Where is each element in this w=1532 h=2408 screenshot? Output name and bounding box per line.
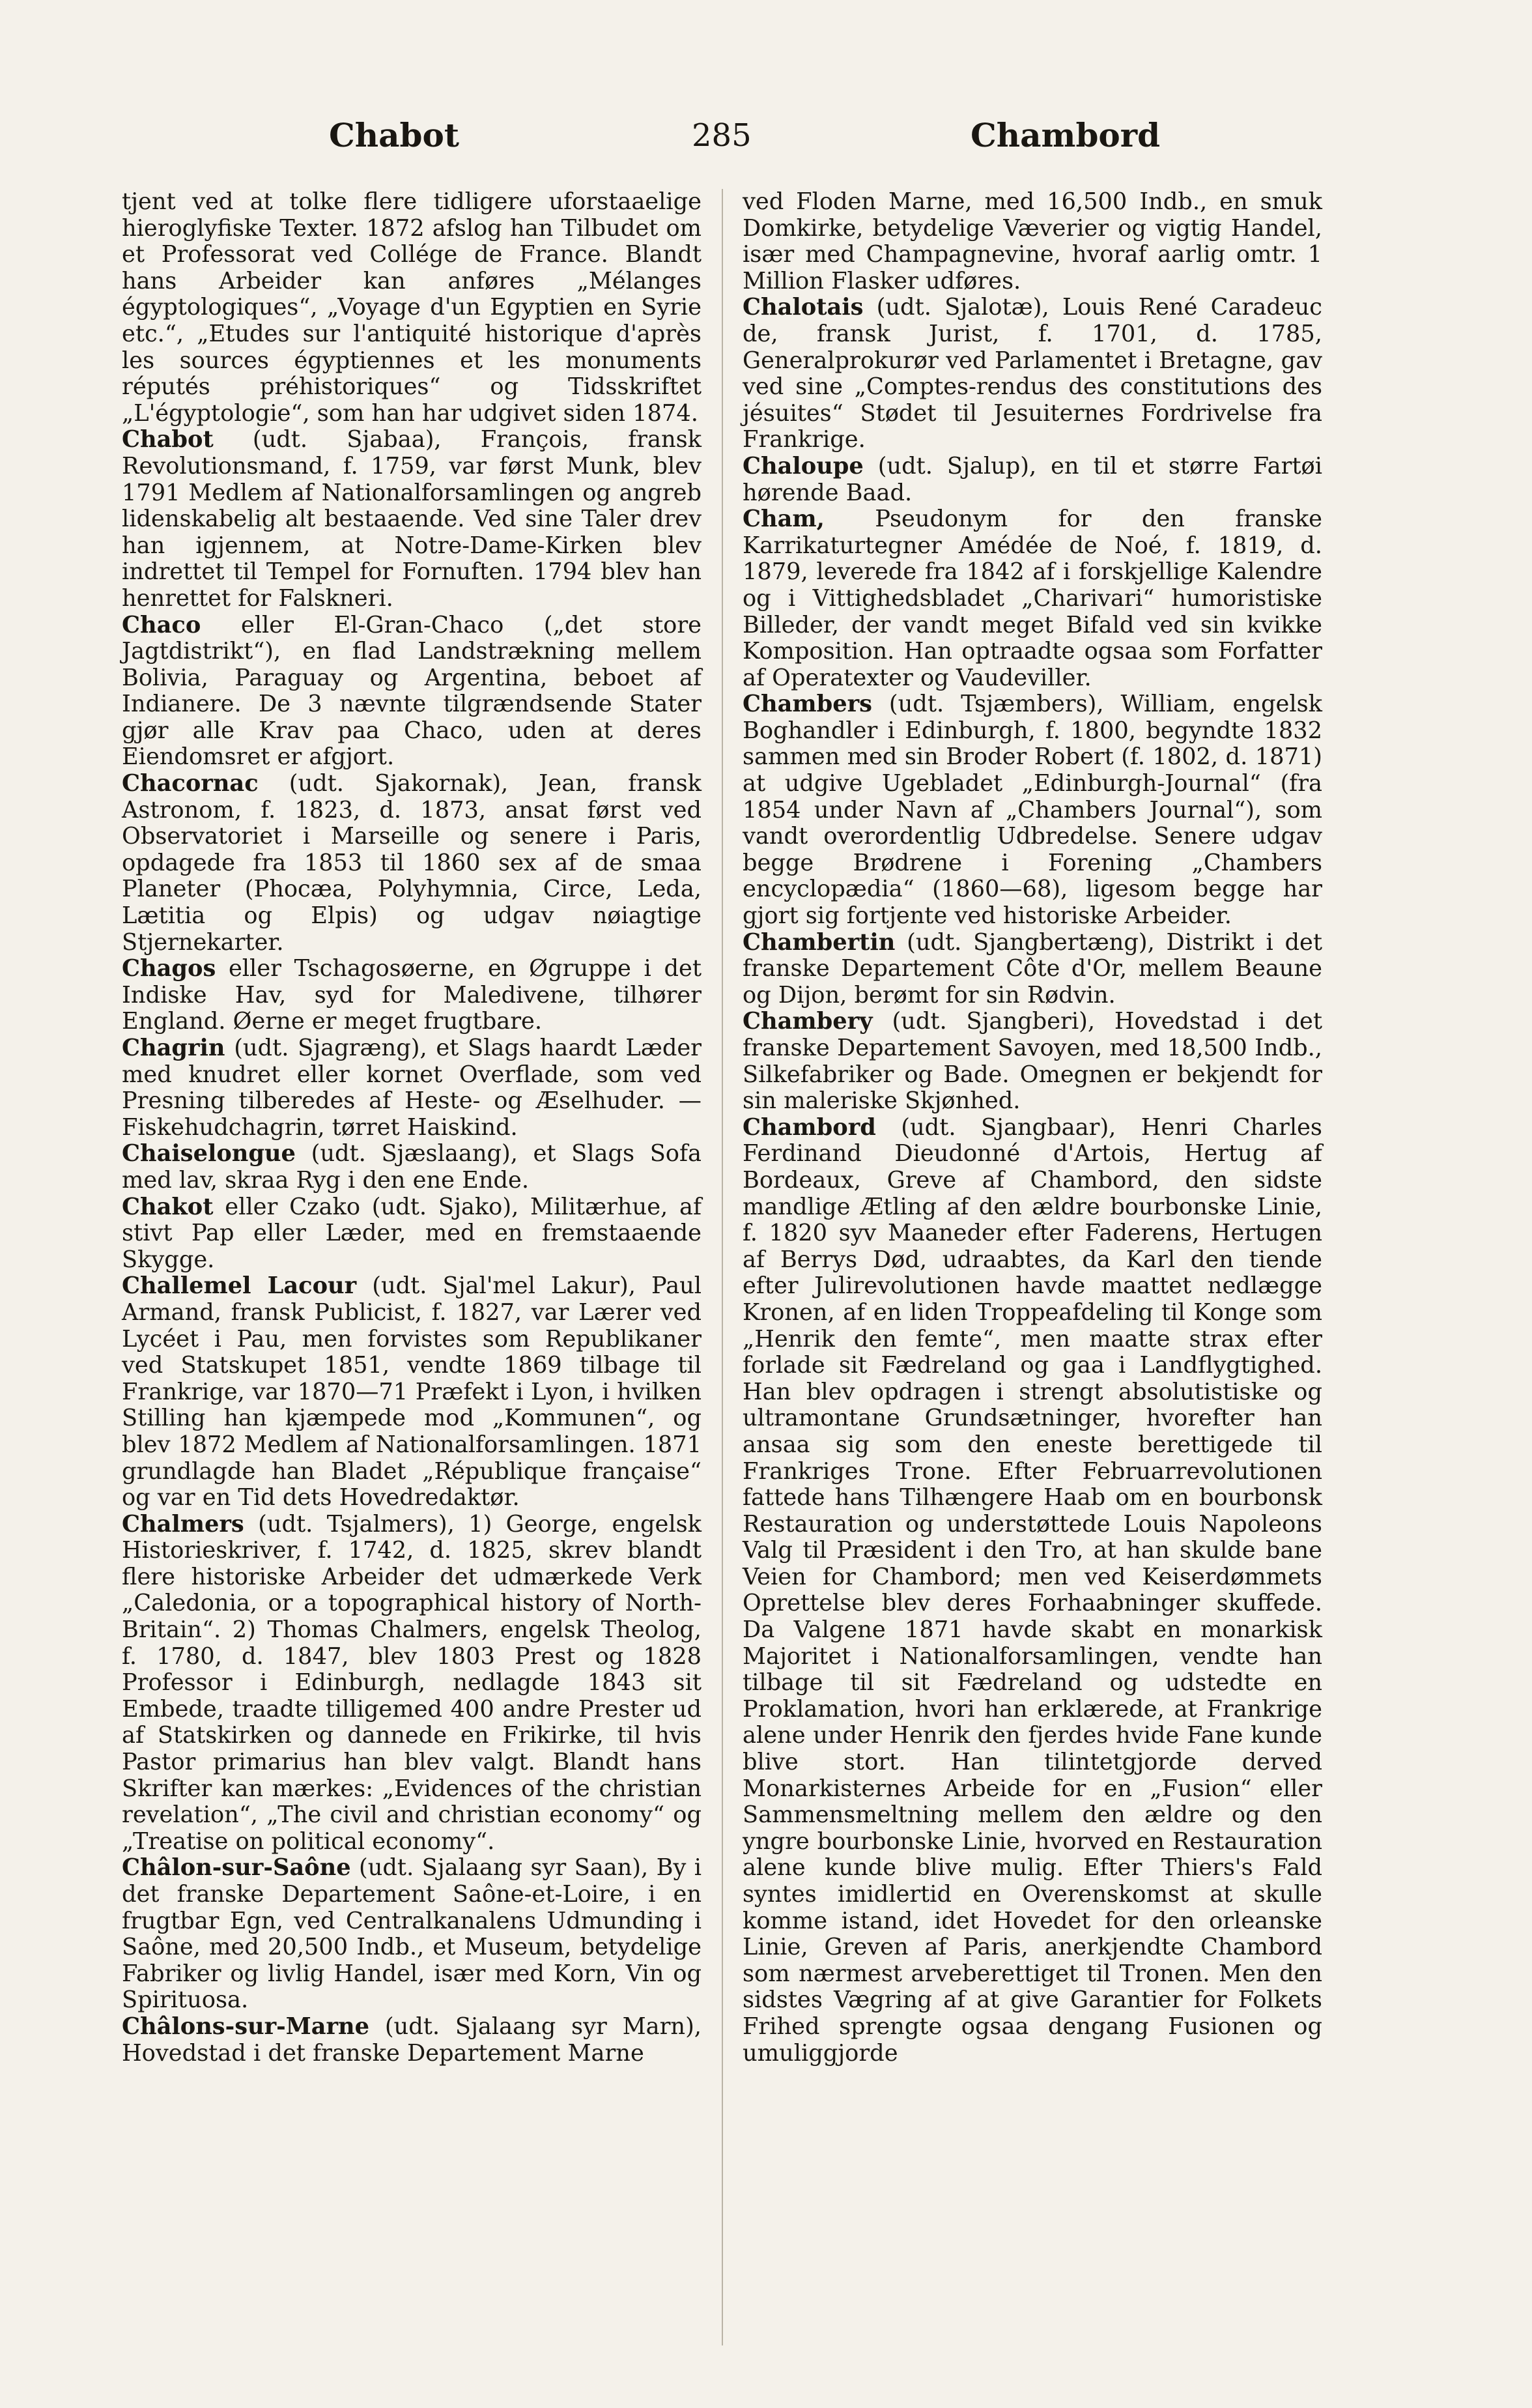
dictionary-entry [743, 1009, 1322, 1114]
dictionary-entry [743, 506, 1322, 691]
entry-headword: Chambers [743, 691, 872, 718]
entry-text: (udt. Sjal'mel Lakur), Paul Armand, fransk Publicist, f. 1827, var Lærer ved Lycéet i Pau, men forvistes som Republikaner ved Statskupet 1851, vendte 1869 tilbage til Frankrige, var 1870—71 Præfekt i Lyon, i hvilken Stilling han kjæmpede mod „Kommunen“, og blev 1872 Medlem af Nationalforsamlingen. 1871 grundlagde han Bladet „République française“ og var en Tid dets Hovedredaktør. [122, 1272, 702, 1512]
entry-headword: Chaco [122, 611, 201, 638]
page-number: 285 [692, 117, 752, 154]
entry-headword: Chambord [743, 1113, 876, 1141]
header-left-word: Chabot [329, 116, 459, 154]
entry-text: (udt. Sjæslaang), et Slags Sofa med lav, skraa Ryg i den ene Ende. [122, 1140, 702, 1194]
entry-text: eller Tschagosøerne, en Øgruppe i det Indiske Hav, syd for Maledivene, tilhører England. Øerne er meget frugtbare. [122, 955, 702, 1035]
entry-text: (udt. Sjangberi), Hovedstad i det franske Departement Savoyen, med 18,500 Indb., Silkefabriker og Bade. Omegnen er bekjendt for sin maleriske Skjønhed. [743, 1008, 1323, 1115]
dictionary-entry [743, 1115, 1322, 2067]
dictionary-entry [122, 1194, 702, 1274]
entry-text: eller El-Gran-Chaco („det store Jagtdistrikt“), en flad Landstrækning mellem Bolivia, Paraguay og Argentina, beboet af Indianere. De 3 nævnte tilgrændsende Stater gjør alle Krav paa Chaco, uden at deres Eiendomsret er afgjort. [122, 611, 702, 771]
entry-text: (udt. Tsjæmbers), William, engelsk Boghandler i Edinburgh, f. 1800, begyndte 1832 sammen med sin Broder Robert (f. 1802, d. 1871) at udgive Ugebladet „Edinburgh-Journal“ (fra 1854 under Navn af „Chambers Journal“), som vandt overordentlig Udbredelse. Senere udgav begge Brødrene i Forening „Chambers encyclopædia“ (1860—68), ligesom begge har gjort sig fortjente ved historiske Arbeider. [743, 691, 1322, 930]
dictionary-entry [122, 2014, 702, 2067]
entry-text: (udt. Sjalaang syr Saan), By i det franske Departement Saône-et-Loire, i en frugtbar Egn, ved Centralkanalens Udmunding i Saône, med 20,500 Indb., et Museum, betydelige Fabriker og livlig Handel, især med Korn, Vin og Spirituosa. [122, 1854, 702, 2014]
entry-headword: Chalmers [122, 1510, 244, 1538]
dictionary-entry [122, 1855, 702, 2014]
entry-headword: Chacornac [122, 770, 259, 797]
entry-headword: Chambery [743, 1008, 873, 1035]
entry-headword: Chambertin [743, 928, 896, 956]
entry-text: Pseudonym for den franske Karrikaturtegner Amédée de Noé, f. 1819, d. 1879, leverede fra 1842 af i forskjellige Kalendre og i Vittighedsbladet „Charivari“ humoristiske Billeder, der vandt meget Bifald ved sin kvikke Komposition. Han optraadte ogsaa som Forfatter af Operatexter og Vaudeviller. [743, 506, 1322, 691]
entry-text: (udt. Sjangbaar), Henri Charles Ferdinand Dieudonné d'Artois, Hertug af Bordeaux, Greve af Chambord, den sidste mandlige Ætling af den ældre bourbonske Linie, f. 1820 syv Maaneder efter Faderens, Hertugen af Berrys Død, udraabtes, da Karl den tiende efter Julirevolutionen havde maattet nedlægge Kronen, af en liden Troppeafdeling til Konge som „Henrik den femte“, men maatte strax efter forlade sit Fædreland og gaa i Landflygtighed. Han blev opdragen i strengt absolutistiske og ultramontane Grundsætninger, hvorefter han ansaa sig som den eneste berettigede til Frankriges Trone. Efter Februarrevolutionen fattede hans Tilhængere Haab om en bourbonsk Restauration og understøttede Louis Napoleons Valg til Præsident i den Tro, at han skulde bane Veien for Chambord; men ved Keiserdømmets Oprettelse blev deres Forhaabninger skuffede. Da Valgene 1871 havde skabt en monarkisk Majoritet i Nationalforsamlingen, vendte han tilbage til sit Fædreland og udstedte en Proklamation, hvori han erklærede, at Frankrige alene under Henrik den fjerdes hvide Fane kunde blive stort. Han tilintetgjorde derved Monarkisternes Arbeide for en „Fusion“ eller Sammensmeltning mellem den ældre og den yngre bourbonske Linie, hvorved en Restauration alene kunde blive mulig. Efter Thiers's Fald syntes imidlertid en Overenskomst at skulle komme istand, idet Hovedet for den orleanske Linie, Greven af Paris, anerkjendte Chambord som nærmest arveberettiget til Tronen. Men den sidstes Vægring af at give Garantier for Folkets Frihed sprengte ogsaa dengang Fusionen og umuliggjorde [743, 1113, 1322, 2067]
entry-text: (udt. Sjalotæ), Louis René Caradeuc de, fransk Jurist, f. 1701, d. 1785, Generalprokurør ved Parlamentet i Bretagne, gav ved sine „Comptes-rendus des constitutions des jésuites“ Stødet til Jesuiternes Fordrivelse fra Frankrige. [743, 294, 1322, 453]
entry-text: (udt. Sjangbertæng), Distrikt i det franske Departement Côte d'Or, mellem Beaune og Dijon, berømt for sin Rødvin. [743, 928, 1323, 1009]
dictionary-entry [743, 930, 1322, 1009]
entry-text: eller Czako (udt. Sjako), Militærhue, af stivt Pap eller Læder, med en fremstaaende Skygge. [122, 1193, 702, 1273]
dictionary-entry [122, 771, 702, 956]
entry-headword: Chaiselongue [122, 1140, 296, 1168]
entry-headword: Chalotais [743, 294, 864, 321]
running-header [0, 109, 1532, 162]
dictionary-entry [122, 612, 702, 771]
entry-headword: Chagrin [122, 1035, 225, 1061]
dictionary-entry [743, 294, 1322, 453]
left-column [122, 189, 702, 2067]
entry-headword: Chaloupe [743, 452, 864, 480]
entry-text: (udt. Sjakornak), Jean, fransk Astronom, f. 1823, d. 1873, ansat først ved Observatoriet i Marseille og senere i Paris, opdagede fra 1853 til 1860 sex af de smaa Planeter (Phocæa, Polyhymnia, Circe, Leda, Lætitia og Elpis) og udgav nøiagtige Stjernekarter. [122, 770, 702, 956]
dictionary-entry [743, 189, 1322, 294]
entry-text: tjent ved at tolke flere tidligere uforstaaelige hieroglyfiske Texter. 1872 afslog han Tilbudet om et Professorat ved Collége de France. Blandt hans Arbeider kan anføres „Mélanges égyptologiques“, „Voyage d'un Egyptien en Syrie etc.“, „Etudes sur l'antiquité historique d'après les sources égyptiennes et les monuments réputés préhistoriques“ og Tidsskriftet „L'égyptologie“, som han har udgivet siden 1874. [122, 188, 702, 427]
entry-text: (udt. Tsjalmers), 1) George, engelsk Historieskriver, f. 1742, d. 1825, skrev blandt flere historiske Arbeider det udmærkede Verk „Caledonia, or a topographical history of North-Britain“. 2) Thomas Chalmers, engelsk Theolog, f. 1780, d. 1847, blev 1803 Prest og 1828 Professor i Edinburgh, nedlagde 1843 sit Embede, traadte tilligemed 400 andre Prester ud af Statskirken og dannede en Frikirke, til hvis Pastor primarius han blev valgt. Blandt hans Skrifter kan mærkes: „Evidences of the christian revelation“, „The civil and christian economy“ og „Treatise on political economy“. [122, 1510, 702, 1855]
entry-headword: Châlons-sur-Marne [122, 2013, 370, 2040]
entry-text: (udt. Sjagræng), et Slags haardt Læder med knudret eller kornet Overflade, som ved Presning tilberedes af Heste- og Æselhuder. — Fiskehudchagrin, tørret Haiskind. [122, 1035, 702, 1141]
header-right-word: Chambord [971, 116, 1161, 154]
entry-headword: Châlon-sur-Saône [122, 1854, 351, 1882]
dictionary-entry [122, 189, 702, 427]
dictionary-entry [743, 453, 1322, 506]
dictionary-entry [122, 1273, 702, 1511]
entry-headword: Chabot [122, 426, 214, 453]
dictionary-entry [122, 956, 702, 1035]
entry-text: (udt. Sjabaa), François, fransk Revolutionsmand, f. 1759, var først Munk, blev 1791 Medlem af Nationalforsamlingen og angreb lidenskabelig alt bestaaende. Ved sine Taler drev han igjennem, at Notre-Dame-Kirken blev indrettet til Tempel for Fornuften. 1794 blev han henrettet for Falskneri. [122, 426, 702, 612]
dictionary-entry [122, 427, 702, 612]
dictionary-entry [122, 1141, 702, 1194]
entry-text: (udt. Sjalaang syr Marn), Hovedstad i det franske Departement Marne [122, 2013, 702, 2067]
right-column [743, 189, 1322, 2067]
entry-headword: Cham, [743, 506, 825, 533]
dictionary-entry [122, 1512, 702, 1856]
entry-text: ved Floden Marne, med 16,500 Indb., en smuk Domkirke, betydelige Væverier og vigtig Handel, især med Champagnevine, hvoraf aarlig omtr. 1 Million Flasker udføres. [743, 188, 1322, 294]
entry-headword: Chagos [122, 955, 216, 982]
column-divider [722, 189, 723, 2345]
dictionary-entry [743, 691, 1322, 929]
entry-headword: Chakot [122, 1193, 214, 1220]
dictionary-entry [122, 1035, 702, 1141]
entry-headword: Challemel Lacour [122, 1272, 357, 1300]
entry-text: (udt. Sjalup), en til et større Fartøi hørende Baad. [743, 452, 1322, 506]
